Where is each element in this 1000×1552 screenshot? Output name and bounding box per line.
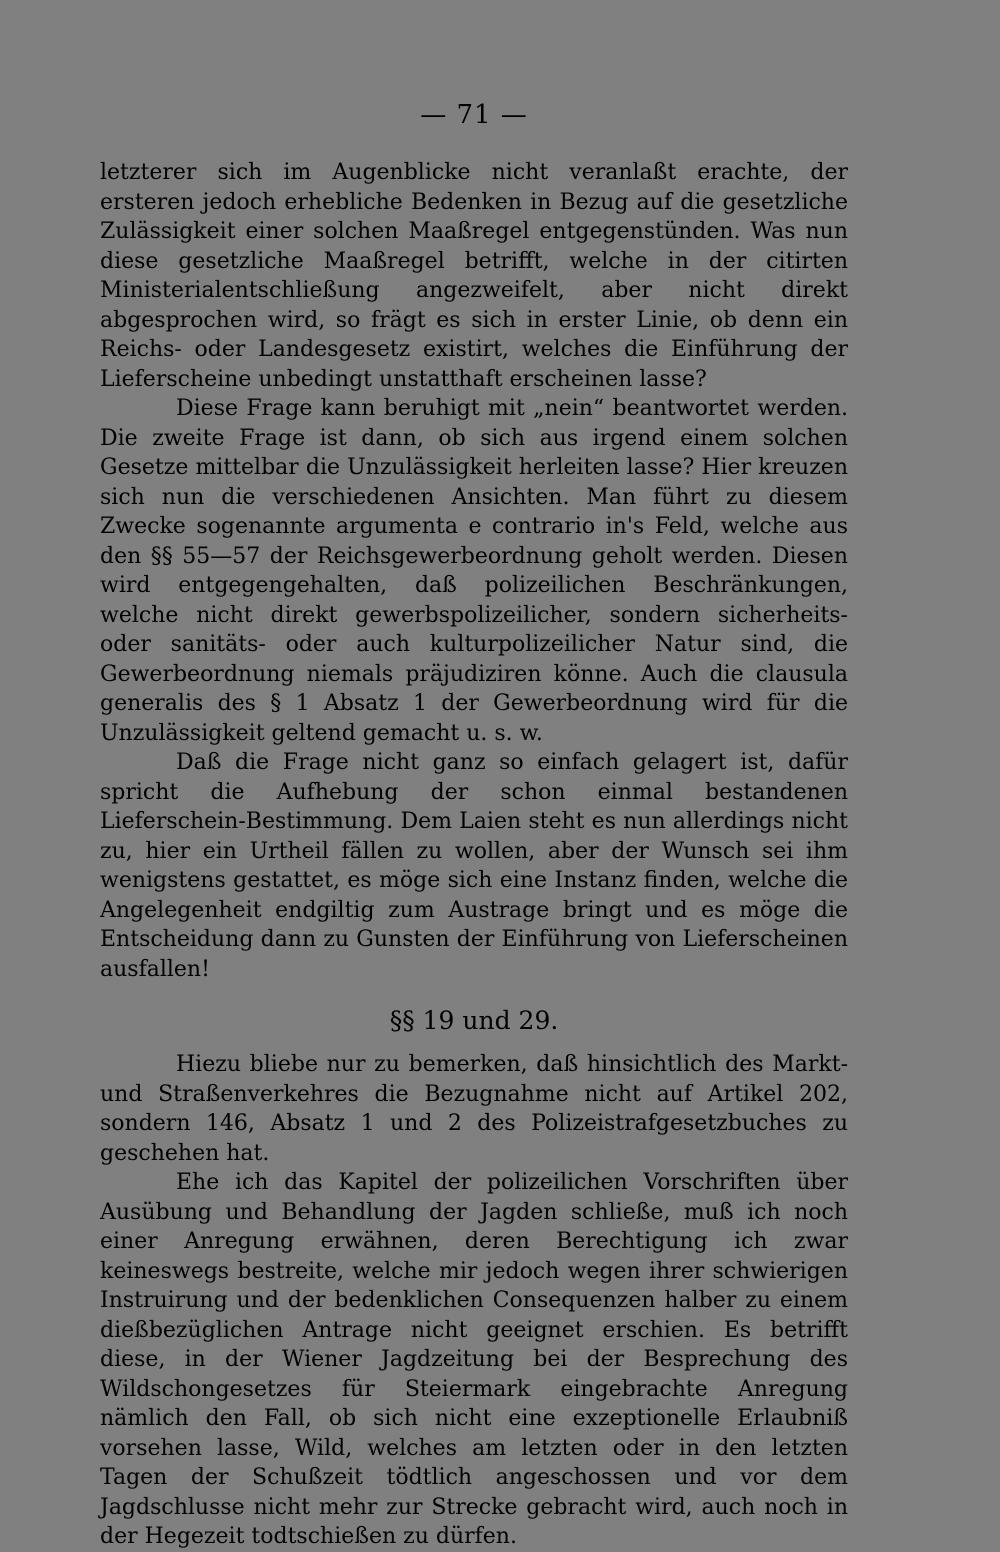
paragraph: Hiezu bliebe nur zu bemerken, daß hinsichtlich des Markt- und Straßenverkehres die Bezugnahme nicht auf Artikel 202, sondern 146, Absatz 1 und 2 des Polizeistrafgesetzbuches zu geschehen hat. [100,1052,848,1166]
paragraph-continued: letzterer sich im Augenblicke nicht veranlaßt erachte, der ersteren jedoch erhebliche Bedenken in Bezug auf die gesetzliche Zulässigkeit einer solchen Maaßregel entgegenstünden. Was nun diese gesetzliche Maaßregel betrifft, welche in der citirten Ministerialentschließung angezweifelt, aber nicht direkt abgesprochen wird, so frägt es sich in erster Linie, ob denn ein Reichs- oder Landesgesetz existirt, welches die Einführung der Lieferscheine unbedingt unstatthaft erscheinen lasse? [100,160,848,392]
section-heading: §§ 19 und 29. [389,1006,559,1035]
book-page [100,100,848,1552]
paragraph: Ehe ich das Kapitel der polizeilichen Vorschriften über Ausübung und Behandlung der Jagden schließe, muß ich noch einer Anregung erwähnen, deren Berechtigung ich zwar keineswegs bestreite, welche mir jedoch wegen ihrer schwierigen Instruirung und der bedenklichen Consequenzen halber zu einem dießbezüglichen Antrage nicht geeignet erschien. Es betrifft diese, in der Wiener Jagdzeitung bei der Besprechung des Wildschongesetzes für Steiermark eingebrachte Anregung nämlich den Fall, ob sich nicht eine exzeptionelle Erlaubniß vorsehen lasse, Wild, welches am letzten oder in den letzten Tagen der Schußzeit tödtlich angeschossen und vor dem Jagdschlusse nicht mehr zur Strecke gebracht wird, auch noch in der Hegezeit todtschießen zu dürfen. [100,1170,848,1549]
paragraph: Diese Frage kann beruhigt mit „nein“ beantwortet werden. Die zweite Frage ist dann, ob sich aus irgend einem solchen Gesetze mittelbar die Unzulässigkeit herleiten lasse? Hier kreuzen sich nun die verschiedenen Ansichten. Man führt zu diesem Zwecke sogenannte argumenta e contrario in's Feld, welche aus den §§ 55—57 der Reichsgewerbeordnung geholt werden. Diesen wird entgegengehalten, daß polizeilichen Beschränkungen, welche nicht direkt gewerbspolizeilicher, sondern sicherheits- oder sanitäts- oder auch kulturpolizeilicher Natur sind, die Gewerbeordnung niemals präjudiziren könne. Auch die clausula generalis des § 1 Absatz 1 der Gewerbeordnung wird für die Unzulässigkeit geltend gemacht u. s. w. [100,396,848,746]
paragraph: Daß die Frage nicht ganz so einfach gelagert ist, dafür spricht die Aufhebung der schon einmal bestandenen Lieferschein-Bestimmung. Dem Laien steht es nun allerdings nicht zu, hier ein Urtheil fällen zu wollen, aber der Wunsch sei ihm wenigstens gestattet, es möge sich eine Instanz finden, welche die Angelegenheit endgiltig zum Austrage bringt und es möge die Entscheidung dann zu Gunsten der Einführung von Lieferscheinen ausfallen! [100,750,848,982]
page-number: — 71 — [420,100,528,130]
